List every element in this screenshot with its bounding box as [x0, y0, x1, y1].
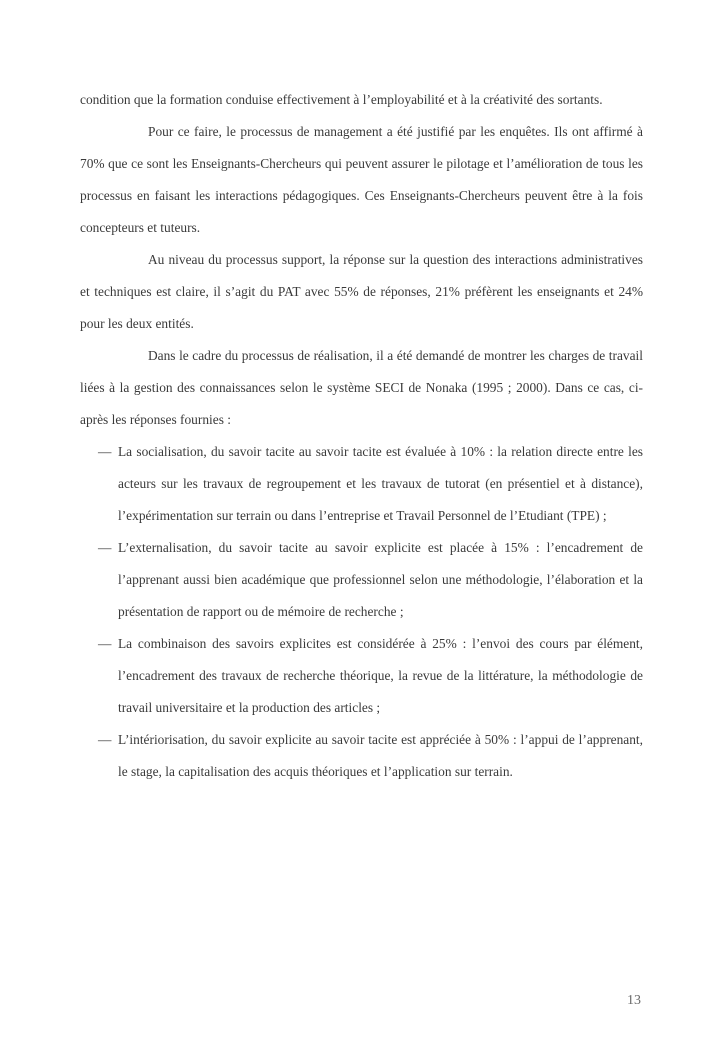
list-item-text: L’intériorisation, du savoir explicite au savoir tacite est appréciée à 50% : l’appui de l’apprenant, le stage, la capitalisation des acquis théoriques et l’application sur terrain.: [118, 732, 643, 779]
list-dash: —: [98, 732, 112, 747]
list-item-text: La socialisation, du savoir tacite au savoir tacite est évaluée à 10% : la relation directe entre les acteurs sur les travaux de regroupement et les travaux de tutorat (en présentiel et à distance), l’expérimentation sur terrain ou dans l’entreprise et Travail Personnel de l’Etudiant (TPE) ;: [118, 444, 643, 523]
list-dash: —: [98, 444, 112, 459]
paragraph-continuation: condition que la formation conduise effectivement à l’employabilité et à la créativité des sortants.: [80, 92, 603, 107]
page-body: [80, 84, 643, 788]
list-item-interiorisation: [80, 724, 643, 788]
list-item-socialisation: [80, 436, 643, 532]
paragraph-management-process: Pour ce faire, le processus de management a été justifié par les enquêtes. Ils ont affirmé à 70% que ce sont les Enseignants-Chercheurs qui peuvent assurer le pilotage et l’amélioration de tous les processus en faisant les interactions pédagogiques. Ces Enseignants-Chercheurs peuvent être à la fois concepteurs et tuteurs.: [80, 124, 643, 235]
list-item-combinaison: [80, 628, 643, 724]
paragraph-support-process: Au niveau du processus support, la réponse sur la question des interactions administratives et techniques est claire, il s’agit du PAT avec 55% de réponses, 21% préfèrent les enseignants et 24% pour les deux entités.: [80, 252, 643, 331]
list-item-text: La combinaison des savoirs explicites est considérée à 25% : l’envoi des cours par élément, l’encadrement des travaux de recherche théorique, la revue de la littérature, la méthodologie de travail universitaire et la production des articles ;: [118, 636, 643, 715]
list-dash: —: [98, 636, 112, 651]
paragraph-realisation-process: Dans le cadre du processus de réalisation, il a été demandé de montrer les charges de travail liées à la gestion des connaissances selon le système SECI de Nonaka (1995 ; 2000). Dans ce cas, ci-après les réponses fournies :: [80, 348, 643, 427]
page-number: 13: [627, 993, 641, 1008]
list-item-text: L’externalisation, du savoir tacite au savoir explicite est placée à 15% : l’encadrement de l’apprenant aussi bien académique que professionnel selon une méthodologie, l’élaboration et la présentation de rapport ou de mémoire de recherche ;: [118, 540, 643, 619]
list-item-externalisation: [80, 532, 643, 628]
list-dash: —: [98, 540, 112, 555]
seci-responses-list: [80, 436, 643, 788]
